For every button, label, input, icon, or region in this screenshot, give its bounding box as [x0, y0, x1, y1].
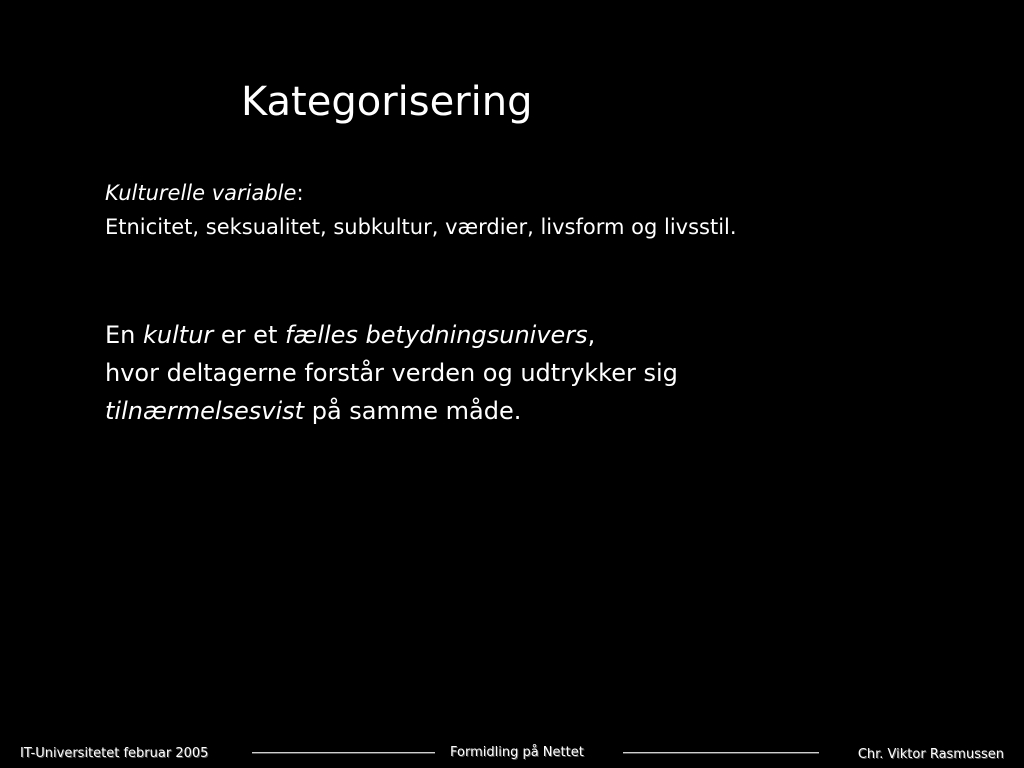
definition-text: En [105, 321, 144, 349]
footer-divider-right [623, 752, 819, 753]
definition-term-betydningsunivers: fælles betydningsunivers [284, 321, 588, 349]
footer-divider-left [252, 752, 435, 753]
footer-course-title: Formidling på Nettet [450, 745, 584, 760]
cultural-variables-heading [105, 176, 737, 210]
footer-author: Chr. Viktor Rasmussen [857, 747, 1004, 762]
cultural-variables-colon: : [296, 181, 304, 205]
footer-institution-date: IT-Universitetet februar 2005 [20, 746, 209, 761]
slide-footer [0, 740, 1024, 768]
definition-term-kultur: kultur [143, 321, 214, 349]
definition-text: er et [213, 321, 285, 349]
culture-definition-block [105, 316, 678, 430]
definition-text: , [587, 321, 596, 349]
cultural-variables-term: Kulturelle variable [105, 181, 297, 205]
definition-line-1 [105, 316, 678, 354]
definition-line-3 [105, 392, 678, 430]
cultural-variables-list: Etnicitet, seksualitet, subkultur, værdier, livsform og livsstil. [105, 215, 737, 239]
definition-text: på samme måde. [304, 397, 522, 425]
cultural-variables-block [105, 176, 737, 244]
definition-term-tilnaermelsesvist: tilnærmelsesvist [105, 397, 305, 425]
definition-line-2: hvor deltagerne forstår verden og udtrykker sig [105, 359, 678, 387]
slide-title: Kategorisering [241, 79, 533, 125]
